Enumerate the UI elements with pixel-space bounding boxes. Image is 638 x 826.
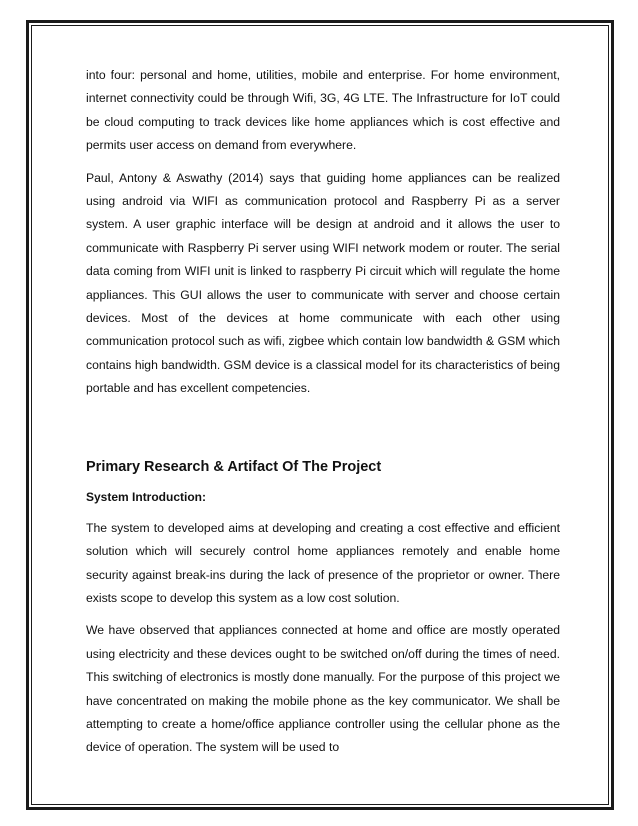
section-heading: Primary Research & Artifact Of The Project — [86, 458, 382, 475]
page-content — [86, 64, 560, 760]
subsection-heading: System Introduction: — [86, 489, 207, 504]
paragraph-android-raspberry-pi: Paul, Antony & Aswathy (2014) says that guiding home appliances can be realized using android via WIFI as communication protocol and Raspberry Pi as a server system. A user graphic interface will be design at android and it allows the user to communicate with Raspberry Pi server using WIFI network modem or router. The serial data coming from WIFI unit is linked to raspberry Pi circuit which will regulate the home appliances. This GUI allows the user to communicate with server and choose certain devices. Most of the devices at home communicate with each other using communication protocol such as wifi, zigbee which contain low bandwidth & GSM which contains high bandwidth. GSM device is a classical model for its characteristics of being portable and has excellent competencies. — [86, 170, 560, 396]
paragraph-appliances-observation: We have observed that appliances connected at home and office are mostly operated using electricity and these devices ought to be switched on/off during the times of need. This switching of electronics is mostly done manually. For the purpose of this project we have concentrated on making the mobile phone as the key communicator. We shall be attempting to create a home/office appliance controller using the cellular phone as the device of operation. The system will be used to — [86, 623, 560, 755]
paragraph-iot-infrastructure: into four: personal and home, utilities, mobile and enterprise. For home environment, internet connectivity could be through Wifi, 3G, 4G LTE. The Infrastructure for IoT could be cloud computing to track devices like home appliances which is cost effective and permits user access on demand from everywhere. — [86, 68, 560, 153]
paragraph-system-aims: The system to developed aims at developing and creating a cost effective and efficient solution which will securely control home appliances remotely and enable home security against break-ins during the lack of presence of the proprietor or owner. There exists scope to develop this system as a low cost solution. — [86, 520, 560, 605]
